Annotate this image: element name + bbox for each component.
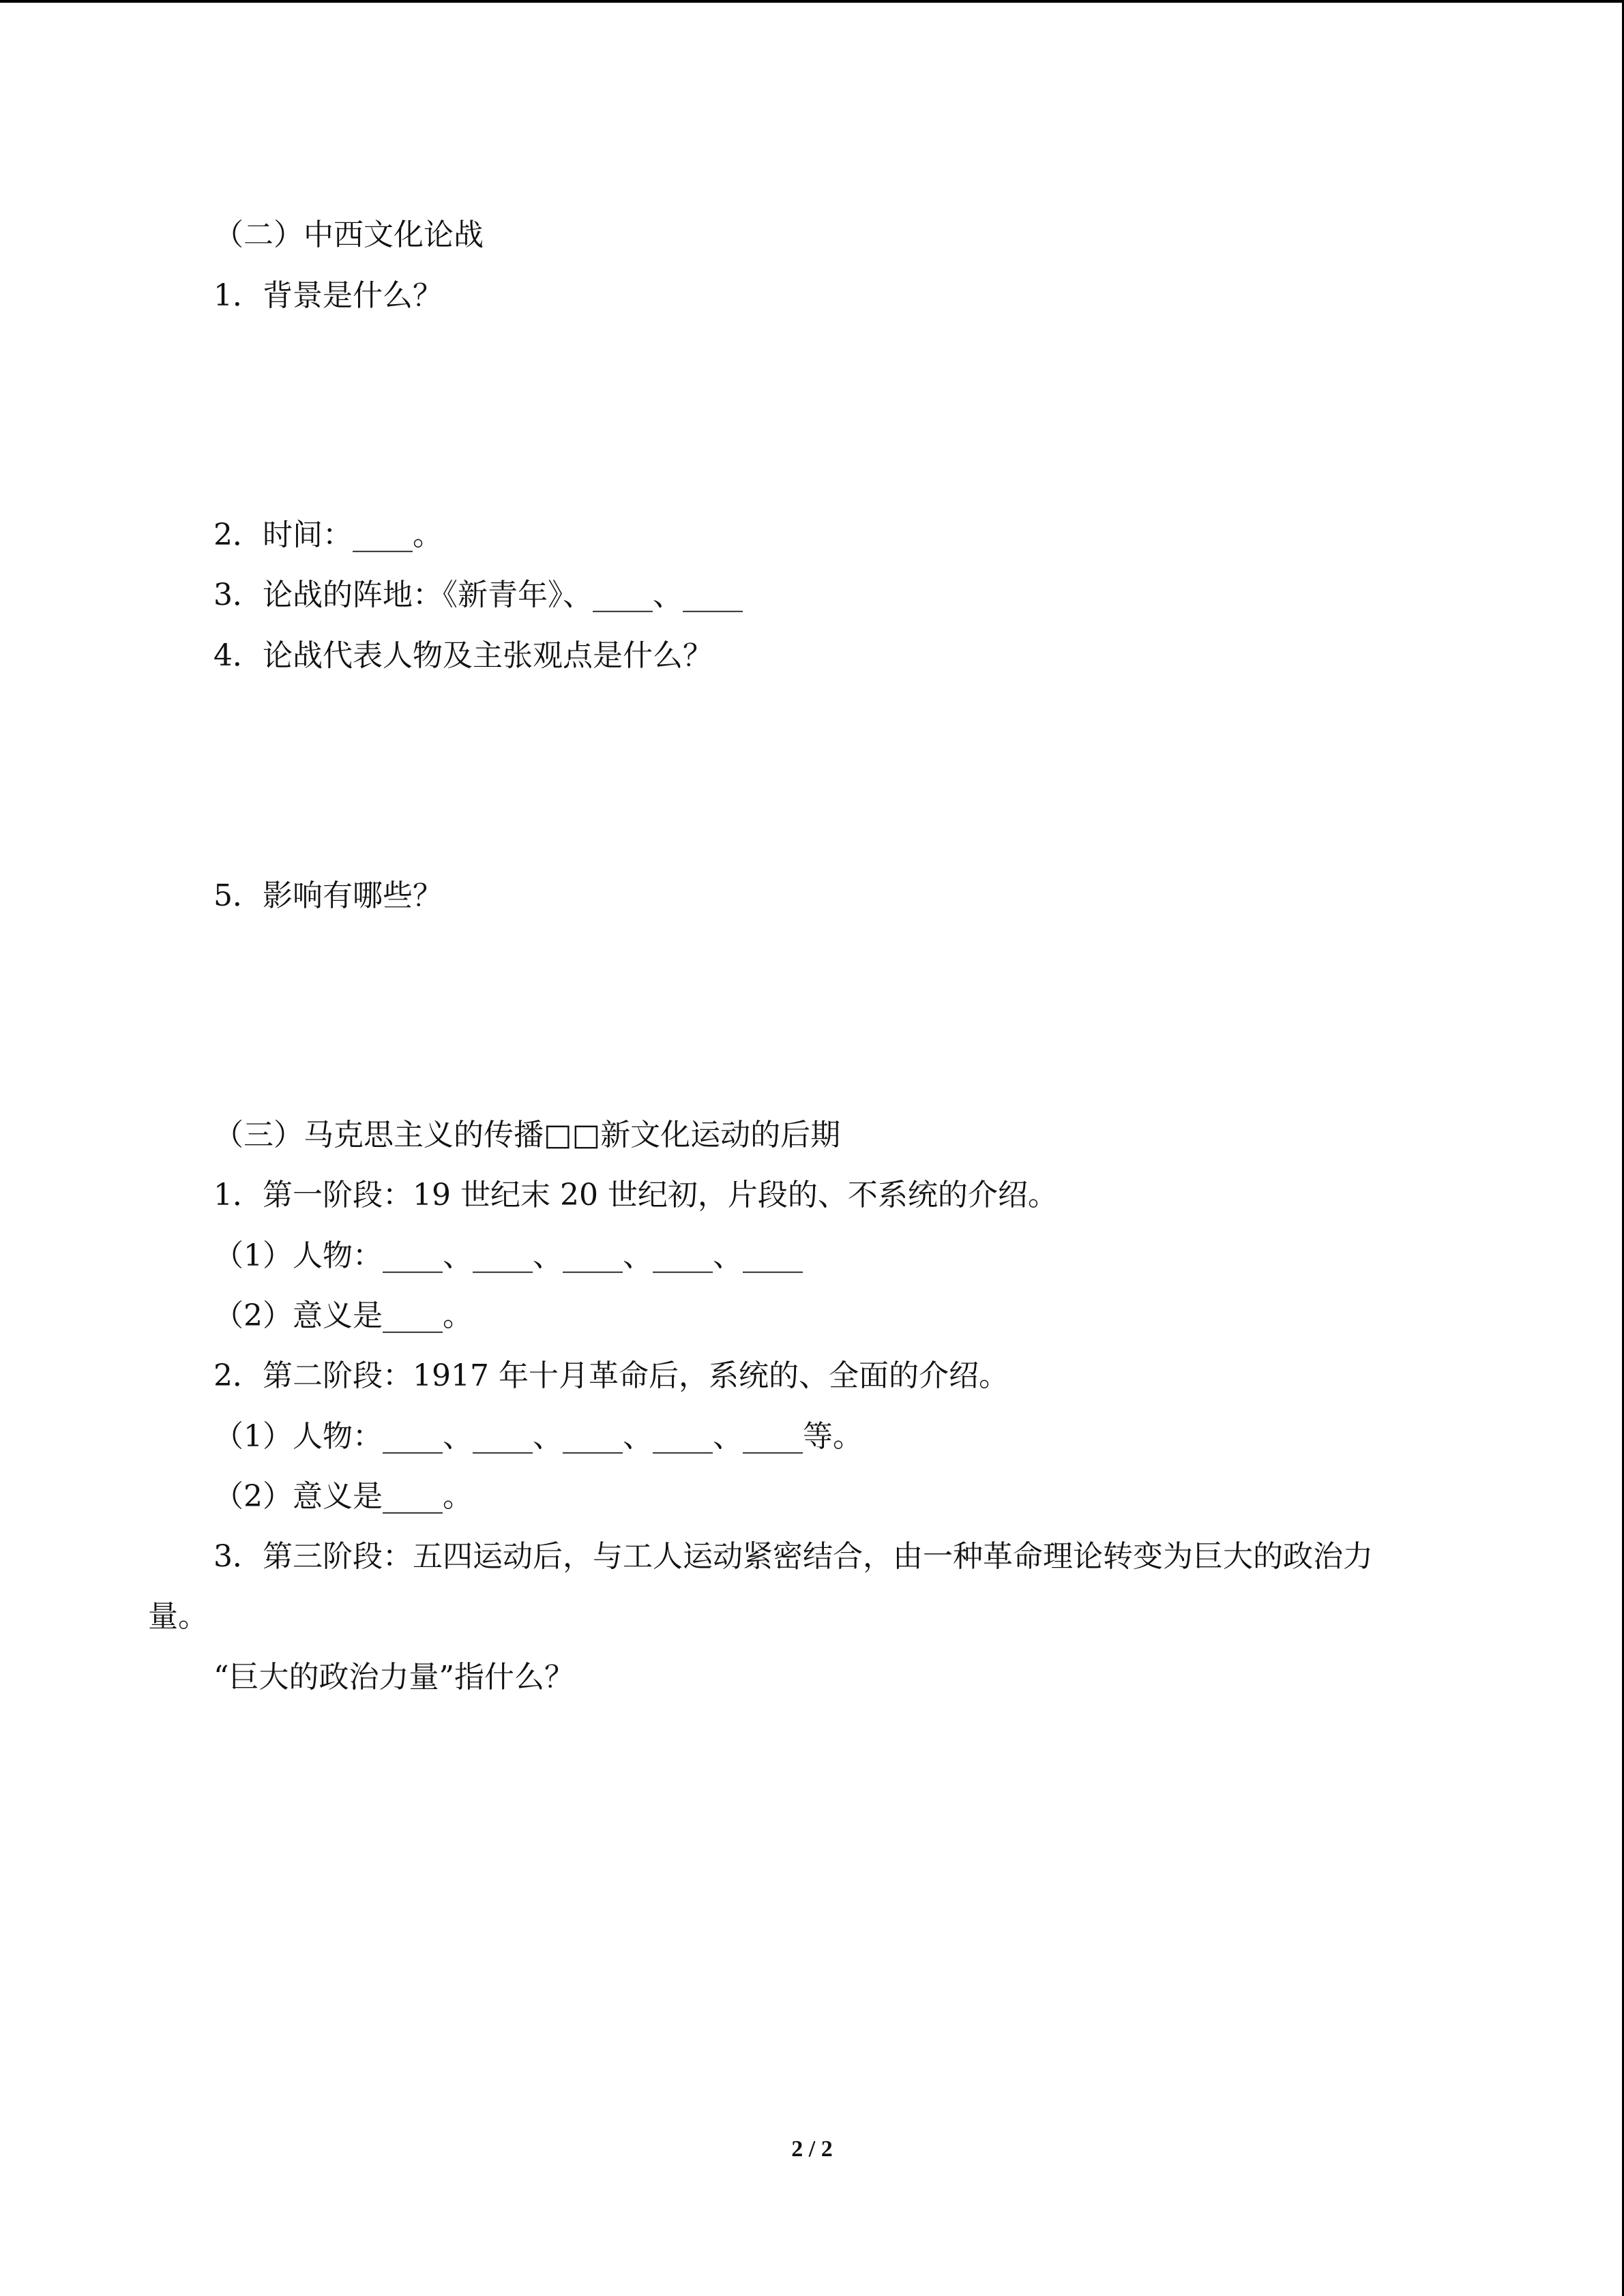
question-background: 1．背景是什么？ [213, 278, 443, 313]
page-number: 2 / 2 [791, 2136, 833, 2162]
section-2-title: （二）中西文化论战 [213, 218, 484, 252]
stage-1-meaning: （2）意义是____。 [213, 1298, 473, 1333]
stage-1-text: 1．第一阶段：19 世纪末 20 世纪初，片段的、不系统的介绍。 [213, 1178, 1058, 1212]
stage-1-people: （1）人物：____、____、____、____、____ [213, 1238, 803, 1273]
question-time: 2．时间：____。 [213, 518, 443, 552]
stage-2-people: （1）人物：____、____、____、____、____等。 [213, 1419, 863, 1454]
stage-2-meaning: （2）意义是____。 [213, 1479, 473, 1514]
question-representatives: 4．论战代表人物及主张观点是什么？ [213, 638, 713, 673]
stage-2-text: 2．第二阶段：1917 年十月革命后，系统的、全面的介绍。 [213, 1358, 1009, 1393]
question-influence: 5．影响有哪些？ [213, 878, 443, 913]
question-battlefield: 3．论战的阵地：《新青年》、____、____ [213, 578, 743, 612]
stage-3-question: “巨大的政治力量”指什么？ [213, 1660, 574, 1695]
section-3-title: （三）马克思主义的传播□□新文化运动的后期 [213, 1118, 841, 1152]
stage-3-text-line-1: 3．第三阶段：五四运动后，与工人运动紧密结合，由一种革命理论转变为巨大的政治力 [213, 1539, 1373, 1574]
stage-3-text-line-2: 量。 [148, 1599, 208, 1634]
